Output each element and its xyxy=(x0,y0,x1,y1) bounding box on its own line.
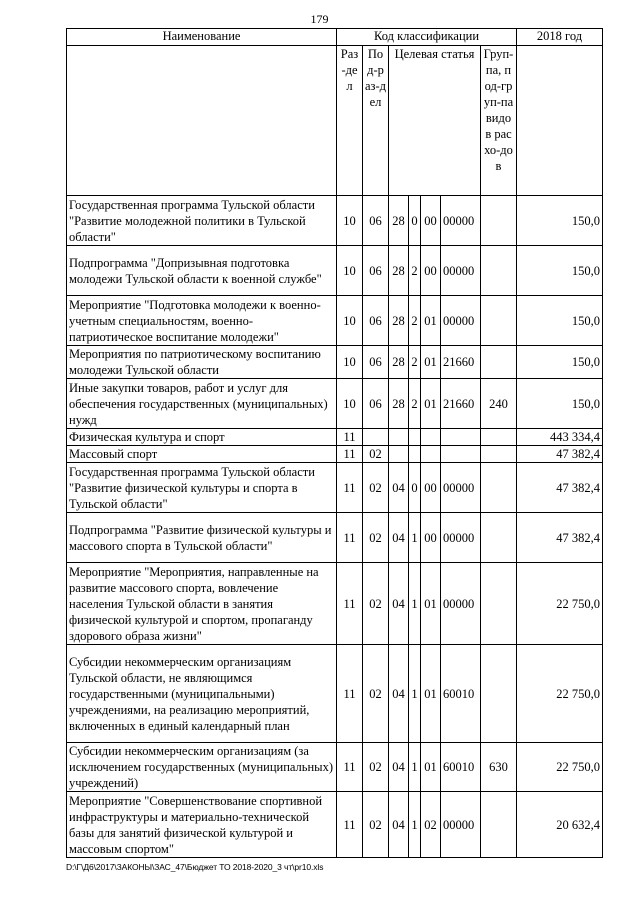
row-subsection: 02 xyxy=(363,645,389,743)
row-amount: 443 334,4 xyxy=(517,429,603,446)
row-name: Государственная программа Тульской области "Развитие молодежной политики в Тульской области" xyxy=(67,196,337,246)
row-name: Субсидии некоммерческим организациям (за исключением государственных (муниципальных) учреждений) xyxy=(67,743,337,792)
table-row xyxy=(67,743,603,792)
row-name: Мероприятия по патриотическому воспитанию молодежи Тульской области xyxy=(67,346,337,379)
row-target-direction: 60010 xyxy=(441,743,481,792)
row-target-event: 01 xyxy=(421,645,441,743)
row-amount: 150,0 xyxy=(517,346,603,379)
row-target-direction xyxy=(441,446,481,463)
row-name: Массовый спорт xyxy=(67,446,337,463)
row-target-subprogram xyxy=(409,446,421,463)
header-year-spacer xyxy=(517,46,603,196)
row-target-program xyxy=(389,429,409,446)
row-target-direction: 60010 xyxy=(441,645,481,743)
table-row xyxy=(67,196,603,246)
row-target-subprogram xyxy=(409,429,421,446)
row-section: 11 xyxy=(337,743,363,792)
row-target-program: 04 xyxy=(389,743,409,792)
row-target-direction: 00000 xyxy=(441,463,481,513)
row-subsection: 02 xyxy=(363,463,389,513)
row-name: Подпрограмма "Развитие физической культуры и массового спорта в Тульской области" xyxy=(67,513,337,563)
row-name: Субсидии некоммерческим организациям Тульской области, не являющимся государственными (муниципальными) учреждениями, на реализацию мероприятий, включенных в единый календарный план xyxy=(67,645,337,743)
table-row xyxy=(67,446,603,463)
row-section: 10 xyxy=(337,196,363,246)
row-amount: 47 382,4 xyxy=(517,463,603,513)
row-target-direction: 00000 xyxy=(441,246,481,296)
row-target-subprogram: 1 xyxy=(409,563,421,645)
row-target-event: 02 xyxy=(421,792,441,858)
row-name: Иные закупки товаров, работ и услуг для обеспечения государственных (муниципальных) нужд xyxy=(67,379,337,429)
row-section: 10 xyxy=(337,246,363,296)
row-name: Мероприятие "Подготовка молодежи к военно-учетным специальностям, военно-патриотическое воспитание молодежи" xyxy=(67,296,337,346)
row-target-direction: 00000 xyxy=(441,513,481,563)
row-target-event: 01 xyxy=(421,379,441,429)
row-expense-group: 630 xyxy=(481,743,517,792)
row-name: Физическая культура и спорт xyxy=(67,429,337,446)
row-section: 10 xyxy=(337,346,363,379)
row-subsection xyxy=(363,429,389,446)
row-target-program: 28 xyxy=(389,246,409,296)
row-target-subprogram: 0 xyxy=(409,463,421,513)
table-body xyxy=(67,196,603,858)
row-target-event: 00 xyxy=(421,196,441,246)
row-target-program: 04 xyxy=(389,792,409,858)
row-target-event xyxy=(421,446,441,463)
row-target-direction: 00000 xyxy=(441,792,481,858)
row-target-event: 01 xyxy=(421,563,441,645)
row-expense-group xyxy=(481,792,517,858)
row-amount: 47 382,4 xyxy=(517,446,603,463)
header-classification: Код классификации xyxy=(337,29,517,46)
row-target-program xyxy=(389,446,409,463)
row-amount: 150,0 xyxy=(517,246,603,296)
budget-table xyxy=(66,28,603,858)
table-row xyxy=(67,246,603,296)
table-row xyxy=(67,379,603,429)
row-section: 10 xyxy=(337,379,363,429)
table-row xyxy=(67,296,603,346)
row-expense-group xyxy=(481,429,517,446)
row-expense-group xyxy=(481,563,517,645)
row-target-subprogram: 2 xyxy=(409,379,421,429)
row-target-subprogram: 2 xyxy=(409,246,421,296)
row-target-subprogram: 1 xyxy=(409,645,421,743)
row-target-program: 28 xyxy=(389,379,409,429)
row-section: 11 xyxy=(337,446,363,463)
row-subsection: 06 xyxy=(363,196,389,246)
table-row xyxy=(67,513,603,563)
row-target-subprogram: 0 xyxy=(409,196,421,246)
header-section: Раз-дел xyxy=(337,46,363,196)
row-expense-group xyxy=(481,246,517,296)
row-section: 11 xyxy=(337,792,363,858)
header-subsection: Под-раз-дел xyxy=(363,46,389,196)
row-target-direction: 00000 xyxy=(441,296,481,346)
row-amount: 47 382,4 xyxy=(517,513,603,563)
row-expense-group xyxy=(481,446,517,463)
row-target-direction: 21660 xyxy=(441,379,481,429)
table-row xyxy=(67,429,603,446)
row-target-direction: 21660 xyxy=(441,346,481,379)
header-year: 2018 год xyxy=(517,29,603,46)
row-expense-group xyxy=(481,196,517,246)
file-path-footer: D:\Г\Д6\2017\ЗАКОНЫ\ЗАС_47\Бюджет ТО 2018-2020_3 чт\pr10.xls xyxy=(66,862,324,872)
header-target: Целевая статья xyxy=(389,46,481,196)
row-amount: 22 750,0 xyxy=(517,645,603,743)
row-section: 11 xyxy=(337,513,363,563)
page-number: 179 xyxy=(310,12,329,26)
row-target-event: 01 xyxy=(421,346,441,379)
row-target-event: 00 xyxy=(421,246,441,296)
row-target-program: 04 xyxy=(389,513,409,563)
row-amount: 22 750,0 xyxy=(517,563,603,645)
row-subsection: 06 xyxy=(363,346,389,379)
row-target-program: 04 xyxy=(389,563,409,645)
row-target-subprogram: 1 xyxy=(409,792,421,858)
row-target-event xyxy=(421,429,441,446)
row-subsection: 02 xyxy=(363,563,389,645)
table-row xyxy=(67,346,603,379)
row-amount: 22 750,0 xyxy=(517,743,603,792)
row-subsection: 06 xyxy=(363,296,389,346)
row-target-event: 00 xyxy=(421,463,441,513)
row-subsection: 02 xyxy=(363,743,389,792)
row-section: 11 xyxy=(337,429,363,446)
row-subsection: 02 xyxy=(363,792,389,858)
table-row xyxy=(67,645,603,743)
row-amount: 150,0 xyxy=(517,379,603,429)
header-name: Наименование xyxy=(67,29,337,46)
row-section: 10 xyxy=(337,296,363,346)
row-expense-group xyxy=(481,463,517,513)
header-expense-group: Груп-па, под-груп-па видов расхо-дов xyxy=(481,46,517,196)
row-target-program: 28 xyxy=(389,296,409,346)
row-amount: 20 632,4 xyxy=(517,792,603,858)
row-target-program: 28 xyxy=(389,196,409,246)
row-target-direction: 00000 xyxy=(441,563,481,645)
row-subsection: 06 xyxy=(363,246,389,296)
row-target-subprogram: 1 xyxy=(409,513,421,563)
row-expense-group: 240 xyxy=(481,379,517,429)
row-expense-group xyxy=(481,513,517,563)
table-row xyxy=(67,792,603,858)
header-name-spacer xyxy=(67,46,337,196)
row-amount: 150,0 xyxy=(517,196,603,246)
row-expense-group xyxy=(481,296,517,346)
row-expense-group xyxy=(481,645,517,743)
row-section: 11 xyxy=(337,563,363,645)
row-name: Подпрограмма "Допризывная подготовка молодежи Тульской области к военной службе" xyxy=(67,246,337,296)
row-amount: 150,0 xyxy=(517,296,603,346)
row-target-direction xyxy=(441,429,481,446)
row-target-event: 01 xyxy=(421,296,441,346)
row-target-program: 04 xyxy=(389,463,409,513)
row-target-direction: 00000 xyxy=(441,196,481,246)
row-target-event: 01 xyxy=(421,743,441,792)
table-row xyxy=(67,563,603,645)
row-subsection: 02 xyxy=(363,446,389,463)
row-target-subprogram: 1 xyxy=(409,743,421,792)
row-expense-group xyxy=(481,346,517,379)
row-target-subprogram: 2 xyxy=(409,346,421,379)
row-target-program: 28 xyxy=(389,346,409,379)
table-row xyxy=(67,463,603,513)
row-section: 11 xyxy=(337,645,363,743)
row-target-program: 04 xyxy=(389,645,409,743)
row-subsection: 02 xyxy=(363,513,389,563)
row-name: Мероприятие "Совершенствование спортивной инфраструктуры и материально-технической базы для занятий физической культурой и массовым спортом" xyxy=(67,792,337,858)
row-target-subprogram: 2 xyxy=(409,296,421,346)
row-name: Мероприятие "Мероприятия, направленные на развитие массового спорта, вовлечение населения Тульской области в занятия физической культурой и спортом, пропаганду здорового образа жизни" xyxy=(67,563,337,645)
row-subsection: 06 xyxy=(363,379,389,429)
row-section: 11 xyxy=(337,463,363,513)
row-target-event: 00 xyxy=(421,513,441,563)
row-name: Государственная программа Тульской области "Развитие физической культуры и спорта в Тульской области" xyxy=(67,463,337,513)
